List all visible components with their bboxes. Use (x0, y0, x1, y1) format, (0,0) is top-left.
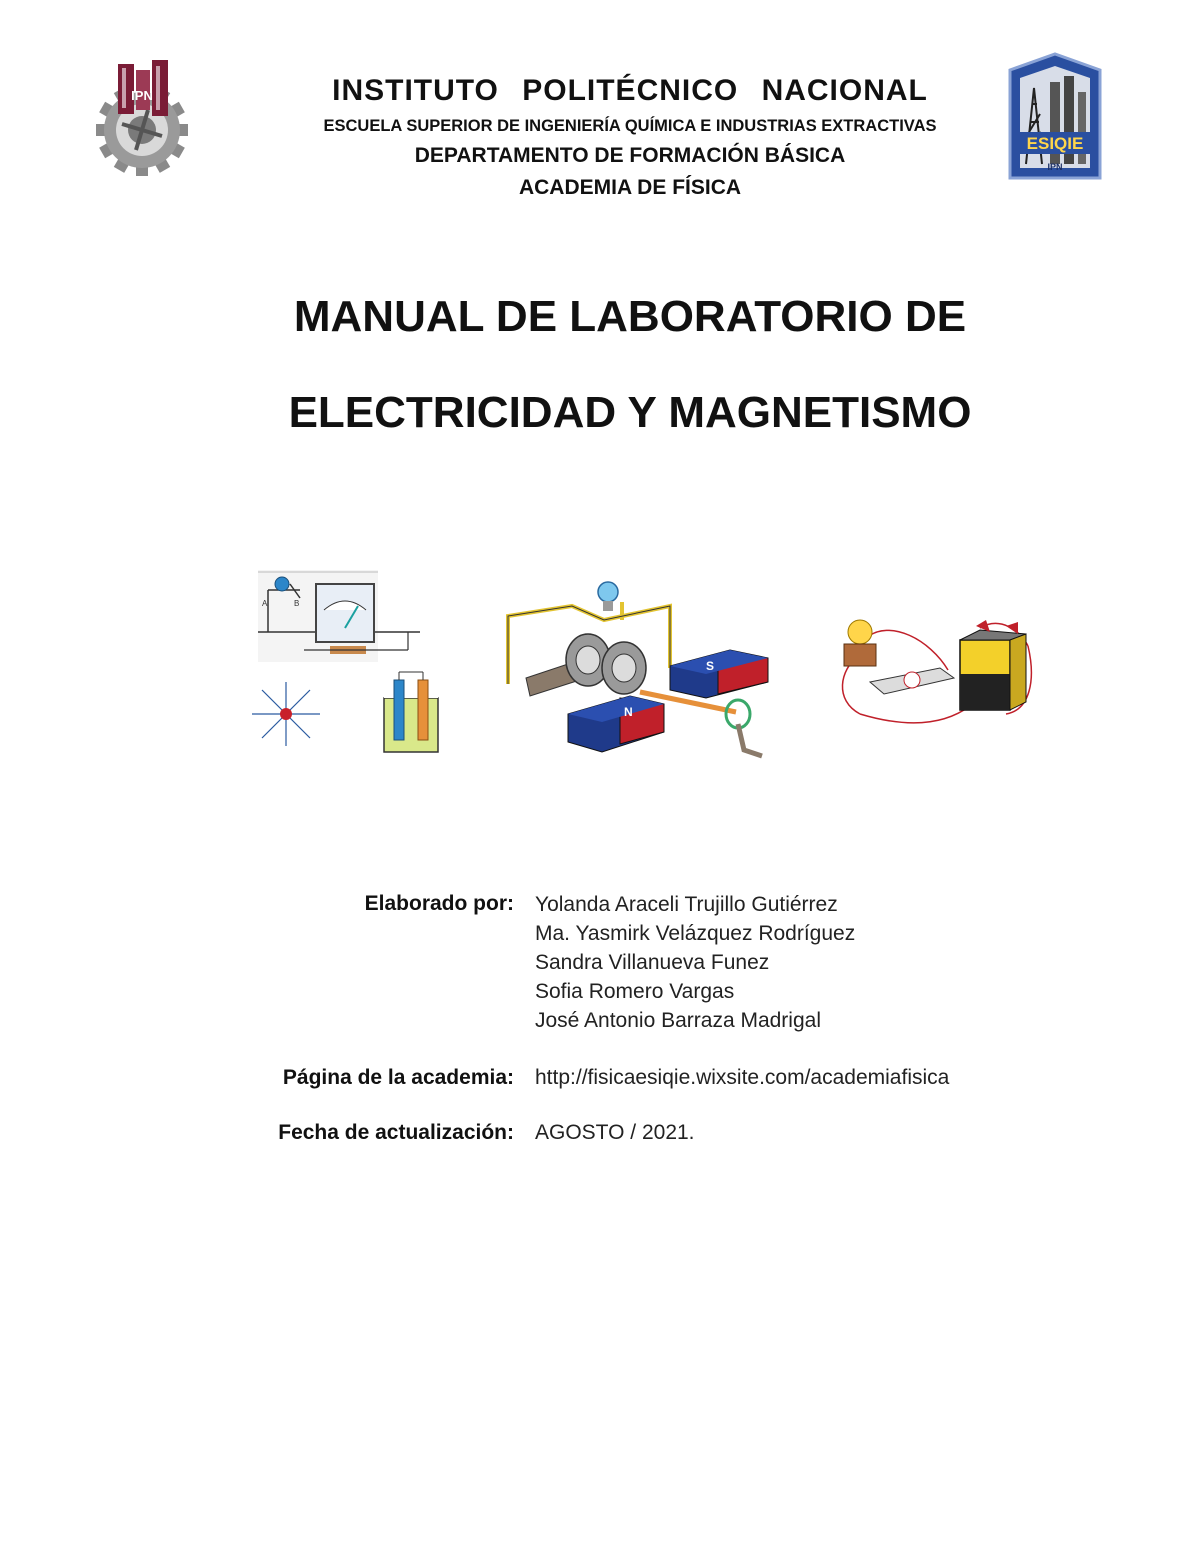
svg-text:B: B (294, 599, 300, 608)
author-name: Sofia Romero Vargas (535, 980, 735, 1003)
authors-list (535, 890, 1135, 1035)
authors-label: Elaborado por: (364, 892, 514, 915)
circuit-meter-field-cell-icon (238, 570, 443, 760)
author-name: José Antonio Barraza Madrigal (535, 1009, 821, 1032)
ipn-gear-logo-icon (96, 60, 188, 184)
update-date: AGOSTO / 2021. (535, 1121, 695, 1144)
update-date-label: Fecha de actualización: (278, 1121, 514, 1144)
department-name: DEPARTAMENTO DE FORMACIÓN BÁSICA (414, 144, 846, 167)
school-name: ESCUELA SUPERIOR DE INGENIERÍA QUÍMICA E INDUSTRIAS EXTRACTIVAS (323, 117, 937, 135)
svg-text:N: N (624, 705, 633, 719)
author-name: Yolanda Araceli Trujillo Gutiérrez (535, 893, 838, 916)
svg-text:A: A (262, 599, 268, 608)
svg-text:ESIQIE: ESIQIE (1026, 134, 1084, 153)
institute-name: INSTITUTO POLITÉCNICO NACIONAL (332, 74, 928, 107)
website-label: Página de la academia: (282, 1066, 514, 1089)
battery-bulb-circuit-icon (830, 610, 1038, 728)
svg-text:S: S (706, 659, 715, 673)
author-name: Sandra Villanueva Funez (535, 951, 770, 974)
svg-text:IPN: IPN (131, 88, 153, 103)
generator-magnets-bulb-icon (500, 574, 772, 764)
author-name: Ma. Yasmirk Velázquez Rodríguez (535, 922, 856, 945)
svg-text:IPN: IPN (1047, 162, 1063, 172)
website-link[interactable]: http://fisicaesiqie.wixsite.com/academiafisica (535, 1066, 950, 1089)
manual-title-line-1: MANUAL DE LABORATORIO DE (293, 292, 967, 341)
academy-name: ACADEMIA DE FÍSICA (518, 176, 742, 199)
manual-title-line-2: ELECTRICIDAD Y MAGNETISMO (288, 388, 972, 437)
